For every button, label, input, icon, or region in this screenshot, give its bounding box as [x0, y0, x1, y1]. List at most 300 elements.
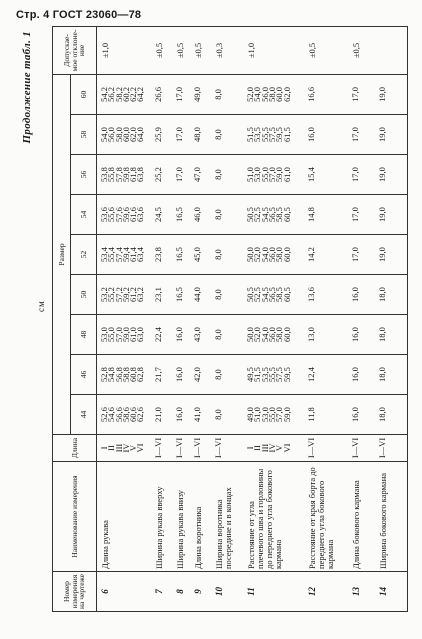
size-value-cell [194, 315, 215, 355]
size-value: 23,1 [153, 287, 164, 302]
size-value-cell [155, 395, 176, 435]
measurement-name: Расстояние от угла плечевого шва и горловины до переднего угла бокового кармана [247, 462, 308, 572]
measurement-name: Расстояние от края борта до переднего угла бокового кармана [308, 462, 352, 572]
size-value: 60,6 [128, 407, 139, 422]
header-size-col: 48 [71, 315, 97, 355]
size-value-cell [155, 195, 176, 235]
length-value: V [128, 444, 139, 452]
size-value-cell [155, 74, 176, 114]
size-value: 26,6 [153, 87, 164, 102]
size-value-cell [212, 235, 248, 275]
size-value: 55,8 [106, 167, 117, 182]
size-value: 61,8 [128, 167, 139, 182]
size-value: 51,5 [252, 367, 263, 382]
size-value: 59,2 [120, 287, 131, 302]
length-cell [155, 435, 176, 462]
size-value-cell [97, 275, 156, 315]
size-value: 55,5 [259, 127, 270, 142]
size-value-cell [379, 195, 407, 235]
size-value-cell [212, 115, 248, 155]
table-row [194, 26, 215, 611]
size-value: 54,0 [259, 327, 270, 342]
tolerance-cell: ±0,5 [194, 26, 215, 74]
size-value: 48,0 [192, 127, 202, 142]
size-value: 47,0 [192, 167, 202, 182]
size-value: 57,2 [113, 287, 124, 302]
size-value: 61,0 [128, 327, 139, 342]
measurement-number: 12 [308, 572, 352, 612]
size-value: 62,0 [128, 127, 139, 142]
size-value-cell [155, 155, 176, 195]
size-value: 56,6 [113, 407, 124, 422]
size-value: 55,0 [106, 327, 117, 342]
size-value-cell [194, 155, 215, 195]
size-value-cell [352, 235, 379, 275]
size-value: 63,2 [135, 287, 146, 302]
size-value: 60,0 [281, 327, 292, 342]
size-value-cell [379, 155, 407, 195]
size-value-cell [212, 355, 248, 395]
header-name: Наименование измерения [53, 462, 97, 572]
size-value: 52,0 [252, 327, 263, 342]
measurement-name: Длина воротника [194, 462, 215, 572]
header-size-col: 44 [71, 395, 97, 435]
size-value-cell [194, 395, 215, 435]
size-value: 25,9 [153, 127, 164, 142]
size-value-cell [155, 235, 176, 275]
size-value: 18,0 [377, 287, 388, 302]
header-size-col: 58 [71, 115, 97, 155]
size-value: 53,6 [99, 207, 109, 222]
size-value: 59,0 [274, 167, 285, 182]
table-row [176, 26, 194, 611]
size-value-cell [97, 355, 156, 395]
size-value: 51,5 [245, 127, 256, 142]
size-value-cell [379, 395, 407, 435]
size-value: 8,0 [212, 329, 223, 340]
measurement-number: 6 [97, 572, 156, 612]
size-value: 50,5 [245, 287, 256, 302]
size-value: 53,8 [99, 167, 109, 182]
size-value-cell [247, 235, 308, 275]
size-value: 17,0 [173, 87, 184, 102]
size-value: 54,0 [259, 247, 270, 262]
size-value-cell [379, 74, 407, 114]
size-value: 8,0 [212, 89, 223, 100]
size-value: 58,5 [274, 207, 285, 222]
size-value: 56,0 [259, 87, 270, 102]
size-value: 51,0 [245, 167, 256, 182]
size-value: 60,8 [128, 367, 139, 382]
header-tolerance: Допускае-мое отклоне-ние [53, 26, 97, 74]
header-size-col: 52 [71, 235, 97, 275]
size-value: 57,0 [113, 327, 124, 342]
size-value: 61,4 [128, 247, 139, 262]
size-value-cell [352, 155, 379, 195]
size-value: 44,0 [192, 287, 202, 302]
size-value-cell [305, 275, 352, 315]
size-value: 14,8 [305, 207, 316, 222]
size-value: 59,0 [281, 407, 292, 422]
size-value: 55,2 [106, 287, 117, 302]
size-value: 63,8 [135, 167, 146, 182]
header-size-col: 60 [71, 74, 97, 114]
size-value: 16,0 [350, 327, 361, 342]
size-value-cell [97, 235, 156, 275]
header-size-col: 50 [71, 275, 97, 315]
length-value: I—VI [173, 437, 184, 459]
size-value-cell [379, 355, 407, 395]
measurement-number: 14 [379, 572, 407, 612]
size-value-cell [305, 74, 352, 114]
size-value: 62,8 [135, 367, 146, 382]
length-cell [379, 435, 407, 462]
size-value: 60,0 [120, 127, 131, 142]
length-cell [305, 435, 352, 462]
size-value-cell [97, 315, 156, 355]
size-value: 17,0 [350, 127, 361, 142]
size-value: 55,5 [266, 367, 277, 382]
size-value: 56,0 [266, 247, 277, 262]
size-value: 55,0 [259, 167, 270, 182]
measurement-name: Длина бокового кармана [352, 462, 379, 572]
size-value: 16,0 [350, 407, 361, 422]
size-value: 59,0 [120, 327, 131, 342]
size-value: 52,0 [252, 247, 263, 262]
header-size-col: 46 [71, 355, 97, 395]
size-value: 59,5 [281, 367, 292, 382]
size-value: 64,0 [135, 127, 146, 142]
length-value: VI [135, 443, 146, 453]
size-value: 62,0 [281, 87, 292, 102]
size-value-cell [247, 155, 308, 195]
size-value-cell [305, 115, 352, 155]
size-value-cell [194, 355, 215, 395]
size-value: 60,2 [120, 87, 131, 102]
size-value: 62,2 [128, 87, 139, 102]
size-value: 58,6 [120, 407, 131, 422]
size-value: 8,0 [212, 369, 223, 380]
tolerance-cell: ±0,5 [352, 26, 379, 74]
size-value: 56,0 [266, 327, 277, 342]
size-value: 64,2 [135, 87, 146, 102]
size-value: 16,5 [173, 207, 184, 222]
tolerance-cell: ±0,3 [215, 26, 248, 74]
size-value: 8,0 [212, 169, 223, 180]
size-value: 19,0 [377, 247, 388, 262]
size-value: 17,0 [350, 207, 361, 222]
size-value-cell [305, 395, 352, 435]
size-value-cell [379, 315, 407, 355]
size-value-cell [247, 74, 308, 114]
size-value: 16,0 [173, 407, 184, 422]
size-value-cell [305, 155, 352, 195]
size-value-cell [97, 115, 156, 155]
size-value: 50,0 [245, 247, 256, 262]
size-value: 57,8 [113, 167, 124, 182]
length-cell [247, 435, 308, 462]
measurement-number: 9 [194, 572, 215, 612]
table-row [215, 26, 248, 611]
size-value: 53,4 [99, 247, 109, 262]
size-value: 54,2 [99, 87, 109, 102]
size-value: 53,2 [99, 287, 109, 302]
size-value: 61,0 [281, 167, 292, 182]
length-value: IV [120, 443, 131, 453]
size-value: 16,5 [173, 287, 184, 302]
size-value: 13,6 [305, 287, 316, 302]
size-value: 23,8 [153, 247, 164, 262]
size-value: 16,0 [350, 287, 361, 302]
measurement-name: Ширина рукава вверху [155, 462, 176, 572]
size-value: 52,5 [252, 287, 263, 302]
measurement-number: 10 [215, 572, 248, 612]
header-number: Номер измерения на чертеже [53, 572, 97, 612]
size-value: 52,8 [99, 367, 109, 382]
continuation-label: Продолжение табл. 1 [21, 31, 33, 144]
size-value: 22,4 [153, 327, 164, 342]
size-value-cell [97, 395, 156, 435]
size-value-cell [212, 275, 248, 315]
size-value: 24,5 [153, 207, 164, 222]
size-value: 16,0 [350, 367, 361, 382]
size-value-cell [155, 115, 176, 155]
size-value-cell [247, 115, 308, 155]
size-value: 16,5 [173, 247, 184, 262]
size-value: 60,0 [274, 87, 285, 102]
size-value: 56,2 [106, 87, 117, 102]
size-value: 8,0 [212, 209, 223, 220]
size-value-cell [212, 315, 248, 355]
size-value: 59,5 [274, 127, 285, 142]
size-value: 53,0 [99, 327, 109, 342]
size-value-cell [379, 235, 407, 275]
size-value: 17,0 [173, 127, 184, 142]
length-value: I—VI [212, 437, 223, 459]
size-value: 17,0 [350, 167, 361, 182]
size-value: 63,0 [135, 327, 146, 342]
size-value-cell [352, 275, 379, 315]
size-value: 12,4 [305, 367, 316, 382]
size-value-cell [305, 355, 352, 395]
size-value: 18,0 [377, 367, 388, 382]
length-value: I—VI [377, 437, 388, 459]
size-value-cell [212, 395, 248, 435]
size-value-cell [352, 355, 379, 395]
size-value: 18,0 [377, 327, 388, 342]
size-value: 52,0 [245, 87, 256, 102]
size-value-cell [379, 275, 407, 315]
size-value: 21,0 [153, 407, 164, 422]
size-value-cell [97, 155, 156, 195]
size-value: 58,0 [266, 87, 277, 102]
size-value: 49,0 [192, 87, 202, 102]
size-value-cell [305, 195, 352, 235]
size-value: 53,0 [252, 167, 263, 182]
size-value: 16,0 [173, 367, 184, 382]
size-value-cell [212, 155, 248, 195]
size-value: 60,5 [281, 207, 292, 222]
table-row [379, 26, 407, 611]
size-value: 59,6 [120, 207, 131, 222]
size-value: 8,0 [212, 249, 223, 260]
size-value: 58,0 [113, 127, 124, 142]
measurement-name: Ширина воротника посередине и в концах [215, 462, 248, 572]
size-value-cell [155, 315, 176, 355]
table-row [308, 26, 352, 611]
rotated-table-area [22, 27, 414, 612]
size-value: 50,0 [245, 327, 256, 342]
size-value: 53,0 [259, 407, 270, 422]
size-value: 63,6 [135, 207, 146, 222]
measurement-table [52, 26, 408, 612]
size-value: 61,2 [128, 287, 139, 302]
size-value-cell [247, 395, 308, 435]
size-value: 57,0 [266, 167, 277, 182]
length-value: V [274, 444, 285, 452]
size-value: 21,7 [153, 367, 164, 382]
size-value: 54,0 [99, 127, 109, 142]
size-value: 60,0 [281, 247, 292, 262]
measurement-number: 11 [247, 572, 308, 612]
size-value: 61,5 [281, 127, 292, 142]
size-value: 57,6 [113, 207, 124, 222]
size-value: 17,0 [350, 87, 361, 102]
size-value: 8,0 [212, 409, 223, 420]
size-value-cell [352, 74, 379, 114]
tolerance-cell: ±0,5 [308, 26, 352, 74]
size-value-cell [247, 315, 308, 355]
length-value: III [113, 443, 124, 453]
size-value: 58,5 [274, 287, 285, 302]
size-value: 58,2 [113, 87, 124, 102]
size-value: 55,4 [106, 247, 117, 262]
size-value: 18,0 [377, 407, 388, 422]
size-value: 41,0 [192, 407, 202, 422]
length-value: III [259, 443, 270, 453]
size-value: 57,4 [113, 247, 124, 262]
size-value: 53,5 [259, 367, 270, 382]
length-cell [212, 435, 248, 462]
header-size-col: 54 [71, 195, 97, 235]
page-header: Стр. 4 ГОСТ 23060—78 [16, 9, 142, 21]
size-value: 49,0 [245, 407, 256, 422]
size-value: 62,6 [135, 407, 146, 422]
length-value: IV [266, 443, 277, 453]
measurement-number: 7 [155, 572, 176, 612]
size-value: 57,5 [274, 367, 285, 382]
size-value: 15,4 [305, 167, 316, 182]
size-value: 54,5 [259, 287, 270, 302]
size-value: 56,8 [113, 367, 124, 382]
measurement-number: 8 [176, 572, 194, 612]
tolerance-cell: ±0,5 [176, 26, 194, 74]
size-value-cell [212, 74, 248, 114]
size-value: 16,0 [173, 327, 184, 342]
size-value: 43,0 [192, 327, 202, 342]
size-value-cell [247, 355, 308, 395]
size-value: 19,0 [377, 167, 388, 182]
size-value: 13,0 [305, 327, 316, 342]
size-value-cell [194, 275, 215, 315]
size-value: 19,0 [377, 127, 388, 142]
size-value-cell [352, 315, 379, 355]
size-value: 52,5 [252, 207, 263, 222]
size-value: 57,5 [266, 127, 277, 142]
size-value: 16,6 [305, 87, 316, 102]
length-value: I [99, 446, 109, 450]
measurement-number: 13 [352, 572, 379, 612]
size-value-cell [305, 235, 352, 275]
tolerance-cell: ±1,0 [97, 26, 156, 74]
size-value: 19,0 [377, 87, 388, 102]
length-value: VI [281, 443, 292, 453]
length-value: I—VI [192, 437, 202, 459]
size-value-cell [352, 195, 379, 235]
size-value: 8,0 [212, 129, 223, 140]
length-value: II [106, 445, 117, 451]
length-cell [352, 435, 379, 462]
measurement-name: Ширина бокового кармана [379, 462, 407, 572]
size-value: 17,0 [350, 247, 361, 262]
size-value: 14,2 [305, 247, 316, 262]
header-length: Длина [53, 435, 97, 462]
table-body [97, 26, 408, 611]
length-value: I—VI [350, 437, 361, 459]
size-value: 42,0 [192, 367, 202, 382]
size-value-cell [97, 74, 156, 114]
size-value-cell [352, 115, 379, 155]
size-value-cell [155, 275, 176, 315]
length-cell [194, 435, 215, 462]
length-value: II [252, 445, 263, 451]
size-value: 63,4 [135, 247, 146, 262]
size-value: 45,0 [192, 247, 202, 262]
table-row [247, 26, 308, 611]
length-value: I [245, 446, 256, 450]
table-row [97, 26, 156, 611]
size-value: 54,8 [106, 367, 117, 382]
size-value: 58,8 [120, 367, 131, 382]
table-row [155, 26, 176, 611]
size-value: 17,0 [173, 167, 184, 182]
size-value: 46,0 [192, 207, 202, 222]
size-value: 25,2 [153, 167, 164, 182]
tolerance-cell: ±1,0 [247, 26, 308, 74]
size-value: 56,0 [106, 127, 117, 142]
size-value: 61,6 [128, 207, 139, 222]
tolerance-cell: ±0,5 [155, 26, 176, 74]
measurement-name: Ширина рукава внизу [176, 462, 194, 572]
header-size: Размер [53, 74, 71, 434]
size-value: 59,4 [120, 247, 131, 262]
size-value: 19,0 [377, 207, 388, 222]
size-value-cell [305, 315, 352, 355]
measurement-name: Длина рукава [97, 462, 156, 572]
size-value-cell [194, 195, 215, 235]
size-value: 50,5 [245, 207, 256, 222]
size-value: 54,0 [252, 87, 263, 102]
table-row [352, 26, 379, 611]
size-value-cell [379, 115, 407, 155]
size-value-cell [155, 355, 176, 395]
size-value: 59,8 [120, 167, 131, 182]
tolerance-cell [379, 26, 407, 74]
size-value: 56,5 [266, 287, 277, 302]
size-value: 60,5 [281, 287, 292, 302]
size-value: 58,0 [274, 247, 285, 262]
size-value-cell [194, 74, 215, 114]
